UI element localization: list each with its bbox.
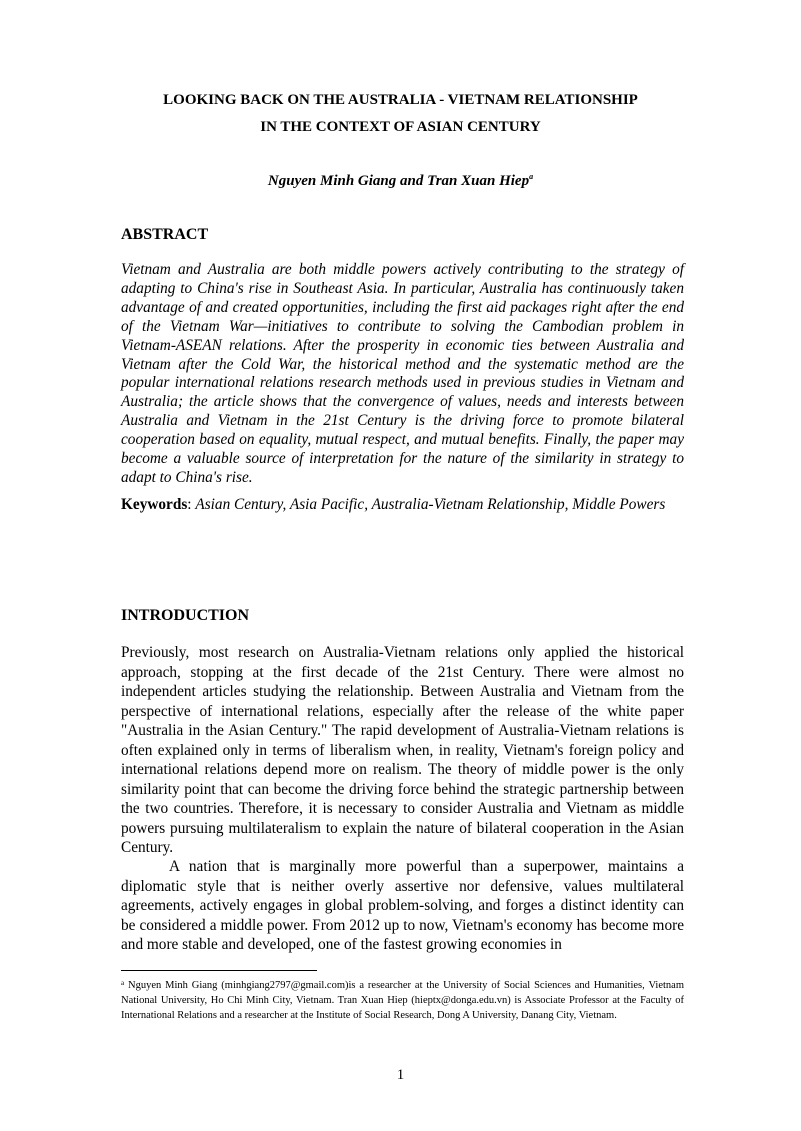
- keywords-separator: :: [187, 496, 192, 513]
- footnote: [121, 978, 684, 1023]
- footnote-divider: [121, 970, 317, 971]
- introduction-paragraph-2: A nation that is marginally more powerful than a superpower, maintains a diplomatic style that is neither overly assertive nor defensive, values multilateral agreements, actively engages in global problem-solving, and forges a distinct identity can be considered a middle power. From 2012 up to now, Vietnam's economy has become more and more stable and developed, one of the fastest growing economies in: [121, 858, 684, 953]
- introduction-heading: INTRODUCTION: [121, 607, 250, 624]
- footnote-text: Nguyen Minh Giang (minhgiang2797@gmail.com)is a researcher at the University of Social Sciences and Humanities, Vietnam National University, Ho Chi Minh City, Vietnam. Tran Xuan Hiep (hieptx@donga.edu.vn) is Associate Professor at the Faculty of International Relations and a researcher at the Institute of Social Research, Dong A University, Danang City, Vietnam.: [121, 980, 684, 1021]
- author-footnote-marker: a: [529, 172, 534, 181]
- paper-title-line-1: LOOKING BACK ON THE AUSTRALIA - VIETNAM RELATIONSHIP: [163, 92, 638, 108]
- page-number: 1: [396, 1067, 405, 1083]
- author-names: Nguyen Minh Giang and Tran Xuan Hiep: [267, 173, 530, 189]
- abstract-text: Vietnam and Australia are both middle powers actively contributing to the strategy of adapting to China's rise in Southeast Asia. In particular, Australia has continuously taken advantage of and created opportunities, including the first aid packages right after the end of the Vietnam War—initiatives to contribute to solving the Cambodian problem in Vietnam-ASEAN relations. After the prosperity in economic ties between Australia and Vietnam after the Cold War, the historical method and the systematic method are the popular international relations research methods used in previous studies in Vietnam and Australia; the article shows that the convergence of values, needs and interests between Australia and Vietnam in the 21st Century is the driving force to promote bilateral cooperation based on equality, mutual respect, and mutual benefits. Finally, the paper may become a valuable source of interpretation for the nature of the similarity in strategy to adapt to China's rise.: [121, 261, 684, 486]
- keywords-line: [121, 495, 684, 514]
- keywords-values: Asian Century, Asia Pacific, Australia-Vietnam Relationship, Middle Powers: [195, 496, 666, 513]
- author-line: [0, 172, 801, 191]
- footnote-marker: a: [121, 979, 125, 987]
- abstract-heading: ABSTRACT: [121, 226, 209, 243]
- introduction-paragraph-1: Previously, most research on Australia-Vietnam relations only applied the historical approach, stopping at the first decade of the 21st Century. There were almost no independent articles studying the relationship. Between Australia and Vietnam from the perspective of international relations, especially after the release of the white paper "Australia in the Asian Century." The rapid development of Australia-Vietnam relations is often explained only in terms of liberalism when, in reality, Vietnam's foreign policy and international relations depend more on realism. The theory of middle power is the only similarity point that can become the driving force behind the strategic partnership between the two countries. Therefore, it is necessary to consider Australia and Vietnam as middle powers pursuing multilateralism to explain the nature of bilateral cooperation in the Asian Century.: [121, 644, 684, 856]
- paper-title-line-2: IN THE CONTEXT OF ASIAN CENTURY: [260, 119, 541, 135]
- keywords-label: Keywords: [121, 496, 188, 513]
